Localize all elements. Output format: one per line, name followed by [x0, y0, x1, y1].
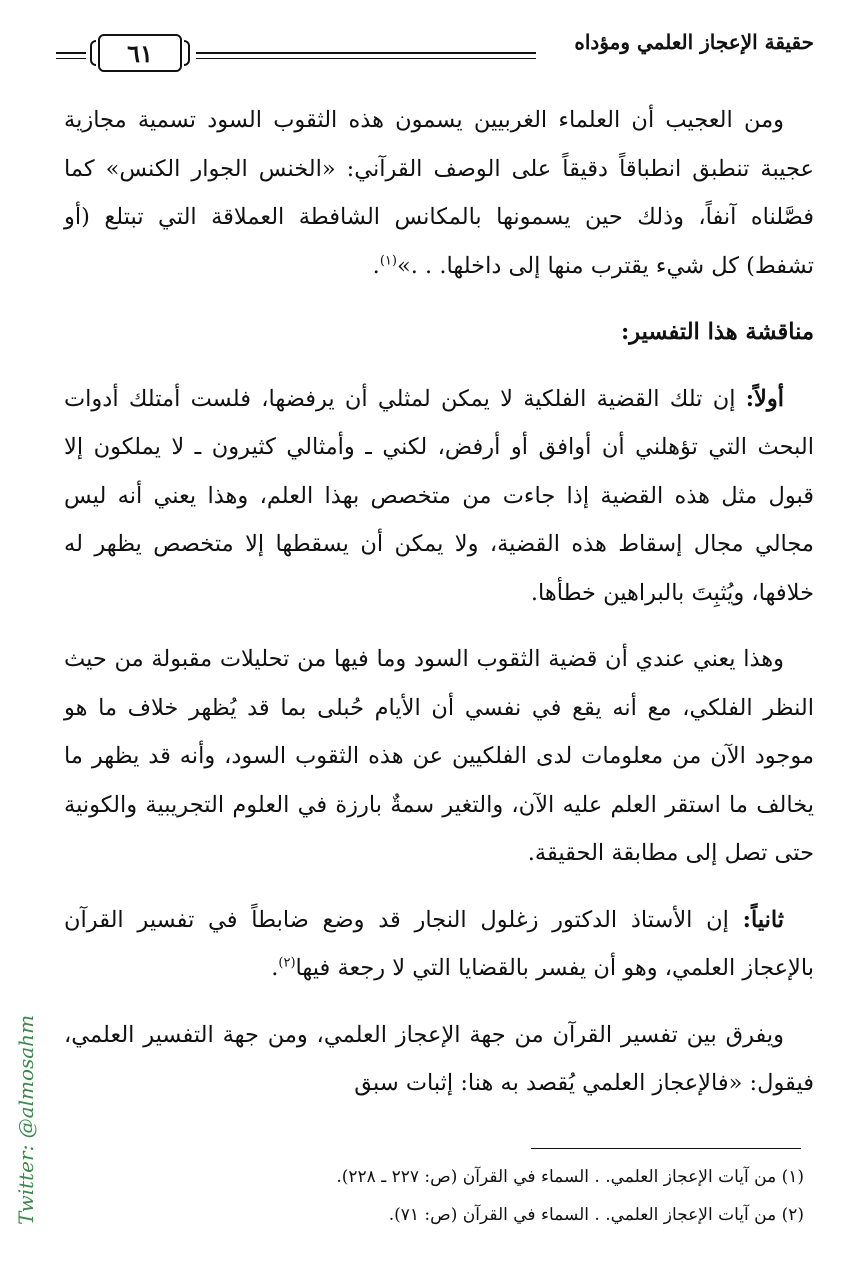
- page-number-box: [98, 34, 182, 72]
- paragraph-black-holes-naming: ومن العجيب أن العلماء الغربيين يسمون هذه الثقوب السود تسمية مجازية عجيبة تنطبق انطباقاً دقيقاً على الوصف القرآني: «الخنس الجوار الكنس» كما فصَّلناه آنفاً، وذلك حين يسمونها بالمكانس الشافطة العملاقة التي تبتلع (أو تشفط) كل شيء يقترب منها إلى داخلها. . .»$^{(١)}$.: [64, 107, 814, 279]
- paragraph-distinction: ويفرق بين تفسير القرآن من جهة الإعجاز العلمي، ومن جهة التفسير العلمي، فيقول: «فالإعجاز العلمي يُقصد به هنا: إثبات سبق: [64, 1021, 814, 1096]
- watermark-text: Twitter: @almosahm: [14, 1014, 39, 1226]
- second-point-label: ثانياً:: [742, 906, 784, 933]
- first-point-label: أولاً:: [745, 385, 784, 412]
- paragraph-second-point: ثانياً: إن الأستاذ الدكتور زغلول النجار قد وضع ضابطاً في تفسير القرآن بالإعجاز العلمي، وهو أن يفسر بالقضايا التي لا رجعة فيها$^{(٢)}$.: [64, 906, 814, 981]
- footnote-ref-1: (١): [379, 253, 397, 268]
- footnote-rule: [531, 1148, 801, 1149]
- footnote-1: (١) من آيات الإعجاز العلمي. . السماء في القرآن (ص: ٢٢٧ ـ ٢٢٨).: [336, 1167, 804, 1187]
- header-rule-top: [196, 52, 536, 54]
- body-text: [64, 96, 814, 1108]
- header-rule-left-top: [56, 52, 86, 54]
- page-number: ٦١: [127, 38, 153, 68]
- footnote-ref-2: (٢): [278, 955, 296, 971]
- paragraph-astronomy-view: وهذا يعني عندي أن قضية الثقوب السود وما فيها من تحليلات مقبولة من حيث النظر الفلكي، مع أنه يقع في نفسي أن الأيام حُبلى بما قد يُظهر خلاف ما هو موجود الآن من معلومات لدى الفلكيين عن هذه الثقوب السود، وأنه قد يظهر ما يخالف ما استقر العلم عليه الآن، والتغير سمةٌ بارزة في العلوم التجريبية والكونية حتى تصل إلى مطابقة الحقيقة.: [64, 646, 814, 866]
- page-header: [56, 26, 814, 76]
- watermark: [8, 990, 44, 1250]
- section-heading: مناقشة هذا التفسير:: [620, 319, 814, 345]
- running-title: حقيقة الإعجاز العلمي ومؤداه: [574, 30, 814, 54]
- header-rule-bottom: [196, 58, 536, 59]
- paragraph-first-point: أولاً: إن تلك القضية الفلكية لا يمكن لمثلي أن يرفضها، فلست أمتلك أدوات البحث التي تؤهلني أن أوافق أو أرفض، لكني ـ وأمثالي كثيرون ـ لا يملكون إلا قبول مثل هذه القضية إذا جاءت من متخصص بهذا العلم، وهذا يعني أنه ليس مجالي مجال إسقاط هذه القضية، ولا يمكن أن يسقطها إلا متخصص يظهر له خلافها، ويُثبِتَ بالبراهين خطأها.: [64, 385, 814, 606]
- footnotes: [64, 1158, 804, 1234]
- footnote-2: (٢) من آيات الإعجاز العلمي. . السماء في القرآن (ص: ٧١).: [388, 1205, 804, 1225]
- header-rule-left-bottom: [56, 58, 86, 59]
